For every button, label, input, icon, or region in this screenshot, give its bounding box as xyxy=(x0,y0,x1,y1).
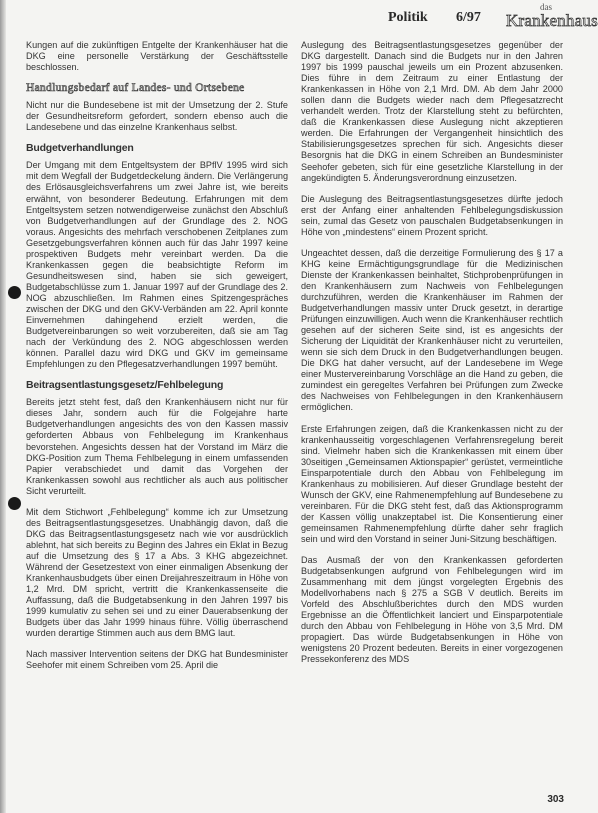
paragraph: Nicht nur die Bundesebene ist mit der Umsetzung der 2. Stufe der Gesundheitsreform gefordert, sondern ebenso auch die Landesebene und das einzelne Krankenhaus selbst. xyxy=(26,100,288,133)
paragraph: Ungeachtet dessen, daß die derzeitige Formulierung des § 17 a KHG keine Ermächtigungsgrundlage für die Medizinischen Dienste der Krankenkassen beinhaltet, Stichprobenprüfungen in den Krankenhäusern zum Nachweis von Fehlbelegungen durchzuführen, werden die Krankenhäuser im Rahmen der Budgetverhandlungen massiv unter Druck gesetzt, in derartige Prüfungen einzuwilligen. Auch wenn die Krankenhäuser rechtlich gesehen auf der sicheren Seite sind, ist es angesichts der Sicherung der Liquidität der Krankenhäuser nicht zu verurteilen, wenn sie sich dem Druck in den Budgetverhandlungen beugen. Die DKG hat daher versucht, auf der Landesebene im Wege einer Mustervereinbarung Vorschläge an die Hand zu geben, die zumindest ein geregeltes Verfahren bei Prüfungen zum Zwecke des Nachweises von Fehlbelegungen in den Krankenhäusern ermöglichen. xyxy=(301,247,563,413)
subsection-heading: Budgetverhandlungen xyxy=(26,142,134,155)
magazine-prefix: das xyxy=(540,2,552,12)
left-column xyxy=(26,40,288,681)
magazine-logo: Krankenhaus xyxy=(506,11,598,30)
binder-hole xyxy=(8,497,21,510)
section-heading: Handlungsbedarf auf Landes- und Ortsebene xyxy=(26,82,245,95)
paragraph: Nach massiver Intervention seitens der DKG hat Bundesminister Seehofer mit einem Schreiben vom 25. April die xyxy=(26,649,288,671)
paragraph: Kungen auf die zukünftigen Entgelte der Krankenhäuser hat die DKG eine personelle Verstärkung der Geschäftsstelle beschlossen. xyxy=(26,40,288,73)
binder-hole xyxy=(8,286,21,299)
paragraph: Auslegung des Beitragsentlastungsgesetzes gegenüber der DKG dargestellt. Danach sind die Budgets nur in den Jahren 1997 bis 1999 pauschal jeweils um ein Prozent abzusenken. Dies führe in dem Zeitraum zu einer Entlastung der Krankenkassen in Höhe von 2,1 Mrd. DM. Ab dem Jahr 2000 sollen dann die Budgets wieder nach dem Pflegesatzrecht verhandelt werden. Trotz der Klarstellung steht zu befürchten, daß die Krankenkassen diese Auslegung nicht akzeptieren werden. Die Erfahrungen der Vergangenheit hinsichtlich des Stabilisierungsgesetzes sprechen für sich. Angesichts dieser Besorgnis hat die DKG in einem Schreiben an Bundesminister Seehofer gebeten, sich für eine gesetzliche Klarstellung in der angekündigten 5. Änderungsverordnung einzusetzen. xyxy=(301,40,563,183)
page-number: 303 xyxy=(547,794,564,805)
paragraph: Das Ausmaß der von den Krankenkassen geforderten Budgetabsenkungen aufgrund von Fehlbelegungen wird im Zusammenhang mit dem jüngst vorgelegten Ergebnis des Modellvorhabens nach § 275 a SGB V deutlich. Bereits im Vorfeld des Abschlußberichtes durch den MDS wurden Ergebnisse an die Öffentlichkeit lanciert und Einsparpotentiale durch den Abbau von Fehlbelegung in Höhe von 3,5 Mrd. DM propagiert. Das würde Budgetabsenkungen in Höhe von wenigstens 20 Prozent bedeuten. Bereits in einer vorgezogenen Pressekonferenz des MDS xyxy=(301,555,563,665)
paragraph: Bereits jetzt steht fest, daß den Krankenhäusern nicht nur für dieses Jahr, sondern auch für die Folgejahre harte Budgetverhandlungen angesichts des von den Kassen massiv geforderten Abbaus von Fehlbelegung im Krankenhaus bevorstehen. Angesichts dessen hat der Vorstand im März die DKG-Position zum Thema Fehlbelegung in einem umfassenden Papier verabschiedet und damit das Vorgehen der Krankenkassen sowohl aus rechtlicher als auch aus politischer Sicht verurteilt. xyxy=(26,397,288,496)
paragraph: Erste Erfahrungen zeigen, daß die Krankenkassen nicht zu der krankenhausseitig vorgeschlagenen Verfahrensregelung bereit sind. Vielmehr haben sich die Krankenkassen mit einem über 30seitigen „Gemeinsamen Aktionspapier“ gerüstet, vermeintliche Einsparpotentiale durch den Abbau von Fehlbelegung im Krankenhaus zu mobilisieren. Auf dieser Grundlage besteht der Wunsch der GKV, eine Rahmenempfehlung auf Bundesebene zu vereinbaren. Für die DKG steht fest, daß das Aktionsprogramm der Kassen völlig unakzeptabel ist. Die Konsentierung einer gemeinsamen Rahmenempfehlung dürfte daher sehr fraglich sein und wird den Vorstand in seiner Juni-Sitzung beschäftigen. xyxy=(301,423,563,544)
scan-edge xyxy=(0,0,6,813)
subsection-heading: Beitragsentlastungsgesetz/Fehlbelegung xyxy=(26,379,224,392)
section-title: Politik xyxy=(388,10,428,25)
page-header xyxy=(20,2,598,30)
paragraph: Die Auslegung des Beitragsentlastungsgesetzes dürfte jedoch erst der Anfang einer anhaltenden Fehlbelegungsdiskussion sein, zumal das Gesetz von pauschalen Budgetabsenkungen in Höhe von „mindestens“ einem Prozent spricht. xyxy=(301,193,563,237)
issue-number: 6/97 xyxy=(456,10,481,25)
paragraph: Der Umgang mit dem Entgeltsystem der BPflV 1995 wird sich mit dem Wegfall der Budgetdeckelung ändern. Die Verlängerung des Erlösausgleichsverfahrens um zwei Jahre ist, wie bereits erwähnt, von besonderer Bedeutung. Erfahrungen mit dem Entgeltsystem setzen notwendigerweise zunächst den Abschluß von Budgetverhandlungen auf der Grundlage des 2. NOG voraus. Angesichts des mehrfach verschobenen Zeitplanes zum Gesetzgebungsverfahren können auch für das Jahr 1997 keine prospektiven Budgets mehr vereinbart werden. Da die Krankenkassen gegen die beabsichtigte Reform im Gesundheitswesen sind, haben sie sich geweigert, Budgetabschlüsse zum 1. Januar 1997 auf der Grundlage des 2. NOG abzuschließen. Im Rahmen eines Spitzengespräches zwischen der DKG und den GKV-Verbänden am 22. April konnte Einvernehmen dahingehend erzielt werden, die Budgetvereinbarungen so weit vorzubereiten, daß sie am Tag nach der Verkündung des 2. NOG abgeschlossen werden können. Parallel dazu wird DKG und GKV im gemeinsame Empfehlungen zu den Pflegesatzverhandlungen 1997 bemüht. xyxy=(26,160,288,370)
right-column xyxy=(301,40,563,675)
paragraph: Mit dem Stichwort „Fehlbelegung“ komme ich zur Umsetzung des Beitragsentlastungsgesetzes. Unabhängig davon, daß die DKG das Beitragsentlastungsgesetz nach wie vor ausdrücklich ablehnt, hat sich bereits zu Beginn des Jahres ein Eklat in Bezug auf die Umsetzung des § 17 a Abs. 3 KHG abgezeichnet. Während der Gesetzestext von einer einmaligen Absenkung der Krankenhausbudgets über einen Dreijahreszeitraum in Höhe von 1,2 Mrd. DM spricht, vertritt die Krankenkassenseite die Auffassung, daß die Budgetabsenkung in den Jahren 1997 bis 1999 kumulativ zu sehen sei und zu einer Dauerabsenkung der Budgets über das Jahr 1999 hinaus führe. Völlig überraschend wurden derartige Stimmen auch aus dem BMG laut. xyxy=(26,506,288,639)
